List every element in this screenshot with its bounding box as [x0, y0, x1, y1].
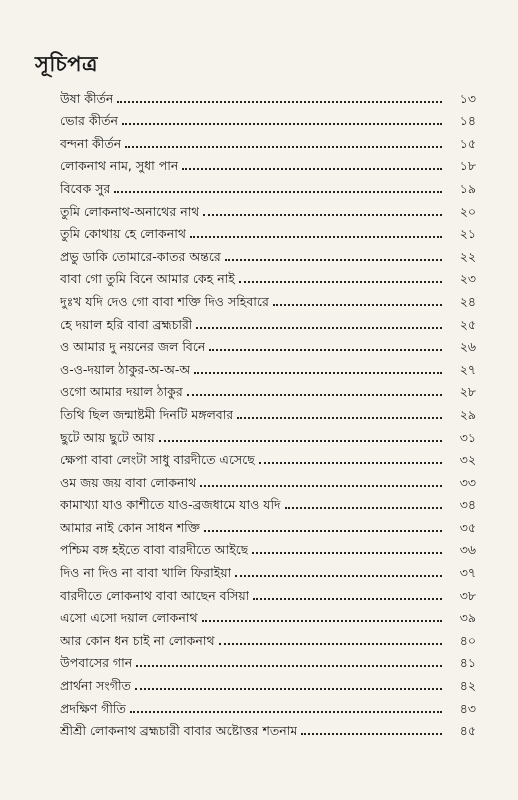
page-title: সূচিপত্র [35, 52, 98, 76]
toc-entry-page-number: ২২ [459, 248, 476, 264]
toc-entry [60, 628, 476, 651]
toc-entry [60, 86, 476, 109]
toc-entry-page-number: ১৩ [459, 90, 476, 106]
toc-entry [60, 222, 476, 245]
dot-leader [194, 372, 442, 374]
toc-entry [60, 425, 476, 448]
toc-entry-page-number: ২৮ [459, 384, 476, 400]
dot-leader [136, 665, 442, 667]
toc-entry [60, 515, 476, 538]
toc-entry-title: কামাখ্যা যাও কাশীতে যাও-ব্রজধামে যাও যদি [60, 497, 281, 513]
dot-leader [203, 214, 442, 216]
toc-entry-page-number: ৩১ [459, 429, 476, 445]
toc-entry-title: হে দয়াল হরি বাবা ব্রহ্মচারী [60, 316, 193, 332]
dot-leader [252, 552, 442, 554]
toc-entry-page-number: ২৭ [459, 361, 476, 377]
dot-leader [187, 394, 442, 396]
toc-entry [60, 402, 476, 425]
toc-entry-title: প্রভু ডাকি তোমারে-কাতর অন্তরে [60, 248, 221, 264]
toc-entry [60, 651, 476, 674]
toc-entry [60, 560, 476, 583]
toc-entry-title: ও আমার দু নয়নের জল বিনে [60, 339, 206, 355]
dot-leader [125, 146, 442, 148]
toc-entry [60, 199, 476, 222]
toc-entry-page-number: ৩২ [459, 452, 476, 468]
toc-entry-title: বাবা গো তুমি বিনে আমার কেহ নাই [60, 271, 235, 287]
toc-entry [60, 176, 476, 199]
dot-leader [225, 259, 442, 261]
toc-entry-title: প্রদক্ষিণ গীতি [60, 700, 126, 716]
toc-entry-title: ওম জয় জয় বাবা লোকনাথ [60, 474, 197, 490]
dot-leader [182, 168, 442, 170]
toc-entry-title: উষা কীর্তন [60, 90, 114, 106]
toc-entry-page-number: ১৮ [459, 158, 476, 174]
dot-leader [239, 281, 442, 283]
toc-entry-page-number: ৩৮ [459, 587, 476, 603]
dot-leader [235, 575, 442, 577]
toc-entry-page-number: ৩৭ [459, 565, 476, 581]
toc-entry-title: প্রার্থনা সংগীত [60, 678, 131, 694]
toc-entry-title: পশ্চিম বঙ্গ হইতে বাবা বারদীতে আইছে [60, 542, 249, 558]
dot-leader [259, 462, 442, 464]
toc-entry-page-number: ২৬ [459, 339, 476, 355]
toc-entry [60, 606, 476, 629]
toc-entry-page-number: ৪১ [459, 655, 476, 671]
toc-entry [60, 673, 476, 696]
toc-entry-title: ভোর কীর্তন [60, 113, 119, 129]
toc-entry [60, 312, 476, 335]
toc-entry-page-number: ৩৯ [459, 610, 476, 626]
toc-entry-page-number: ১৯ [459, 180, 476, 196]
dot-leader [159, 440, 442, 442]
toc-entry-title: বন্দনা কীর্তন [60, 135, 122, 151]
toc-entry-page-number: ৩৪ [459, 497, 476, 513]
dot-leader [301, 733, 442, 735]
toc-entry [60, 131, 476, 154]
dot-leader [253, 598, 442, 600]
toc-entry [60, 380, 476, 403]
toc-entry [60, 335, 476, 358]
toc-entry-title: তিথি ছিল জন্মাষ্টমী দিনটি মঙ্গলবার [60, 406, 234, 422]
dot-leader [273, 304, 442, 306]
toc-entry [60, 448, 476, 471]
toc-entry-title: উপবাসের গান [60, 655, 133, 671]
dot-leader [237, 417, 442, 419]
toc-entry-page-number: ২৩ [459, 271, 476, 287]
toc-entry-title: ও-ও-দয়াল ঠাকুর-অ-অ-অ [60, 361, 191, 377]
toc-entry-title: তুমি লোকনাথ-অনাথের নাথ [60, 203, 200, 219]
toc-entry-title: এসো এসো দয়াল লোকনাথ [60, 610, 198, 626]
toc-entry [60, 267, 476, 290]
toc-entry-title: ওগো আমার দয়াল ঠাকুর [60, 384, 183, 400]
toc-entry [60, 244, 476, 267]
dot-leader [285, 507, 442, 509]
toc-entry-title: আমার নাই কোন সাধন শক্তি [60, 519, 200, 535]
toc-entry-page-number: ১৪ [459, 113, 476, 129]
toc-entry-title: আর কোন ধন চাই না লোকনাথ [60, 632, 215, 648]
dot-leader [209, 349, 442, 351]
dot-leader [117, 101, 442, 103]
toc-entry-page-number: ৩৩ [459, 474, 476, 490]
toc-entry-title: শ্রীশ্রী লোকনাথ ব্রহ্মচারী বাবার অষ্টোত্তর শতনাম [60, 723, 298, 739]
dot-leader [219, 643, 442, 645]
toc-entry [60, 719, 476, 742]
toc-entry-page-number: ৪৩ [459, 700, 476, 716]
toc-entry-title: ক্ষেপা বাবা লেংটা সাধু বারদীতে এসেছে [60, 452, 255, 468]
table-of-contents [60, 86, 476, 741]
toc-entry-title: তুমি কোথায় হে লোকনাথ [60, 226, 186, 242]
dot-leader [114, 191, 442, 193]
toc-entry [60, 289, 476, 312]
toc-entry-page-number: ৪০ [459, 632, 476, 648]
dot-leader [196, 327, 442, 329]
toc-entry [60, 357, 476, 380]
toc-entry [60, 154, 476, 177]
toc-entry [60, 538, 476, 561]
dot-leader [204, 530, 442, 532]
toc-entry [60, 583, 476, 606]
dot-leader [202, 620, 442, 622]
toc-entry-title: বারদীতে লোকনাথ বাবা আছেন বসিয়া [60, 587, 250, 603]
toc-entry-title: বিবেক সুর [60, 180, 111, 196]
toc-entry [60, 470, 476, 493]
toc-entry-page-number: ৪২ [459, 678, 476, 694]
dot-leader [135, 688, 442, 690]
dot-leader [122, 123, 442, 125]
dot-leader [190, 236, 442, 238]
dot-leader [200, 485, 442, 487]
toc-entry [60, 493, 476, 516]
toc-entry-page-number: ১৫ [459, 135, 476, 151]
toc-entry-title: দুঃখ যদি দেও গো বাবা শক্তি দিও সহিবারে [60, 293, 269, 309]
toc-entry-page-number: ৩৫ [459, 519, 476, 535]
toc-entry [60, 696, 476, 719]
toc-entry-page-number: ২৪ [459, 293, 476, 309]
toc-entry-page-number: ৪৫ [459, 723, 476, 739]
toc-entry-title: লোকনাথ নাম, সুধা পান [60, 158, 179, 174]
toc-entry-page-number: ২৫ [459, 316, 476, 332]
toc-entry-page-number: ২০ [459, 203, 476, 219]
toc-entry [60, 109, 476, 132]
toc-entry-title: দিও না দিও না বাবা খালি ফিরাইয়া [60, 565, 232, 581]
toc-entry-page-number: ২৯ [459, 406, 476, 422]
dot-leader [130, 711, 442, 713]
toc-entry-page-number: ২১ [459, 226, 476, 242]
toc-entry-title: ছুটে আয় ছুটে আয় [60, 429, 155, 445]
toc-entry-page-number: ৩৬ [459, 542, 476, 558]
